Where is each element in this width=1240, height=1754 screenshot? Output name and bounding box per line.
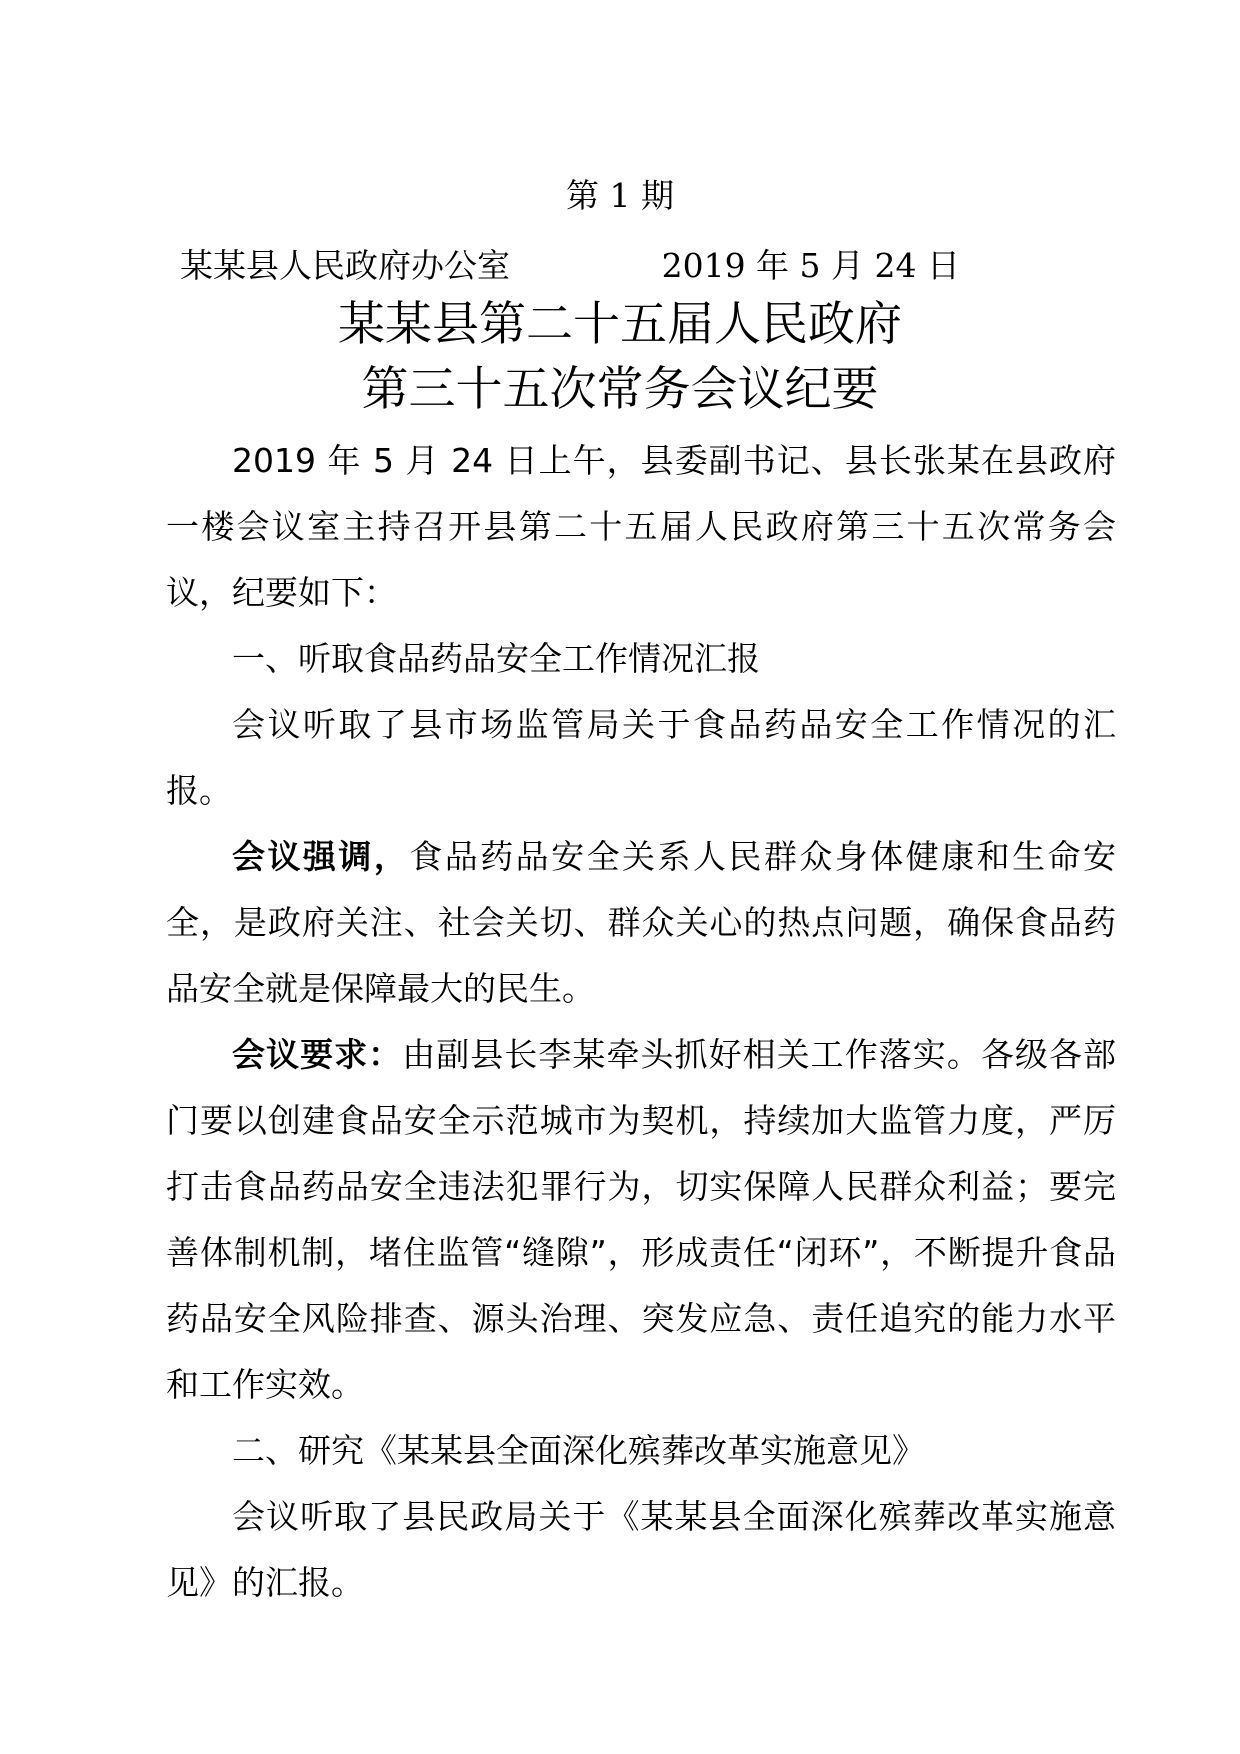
document-title-line1: 某某县第二十五届人民政府 xyxy=(338,297,902,352)
section1-emphasis xyxy=(166,824,1116,1022)
intro-paragraph: 2019 年 5 月 24 日上午，县委副书记、县长张某在县政府一楼会议室主持召开县第二十五届人民政府第三十五次常务会议，纪要如下： xyxy=(166,441,1116,612)
section2-report: 会议听取了县民政局关于《某某县全面深化殡葬改革实施意见》的汇报。 xyxy=(166,1497,1116,1602)
emphasis-lead: 会议强调， xyxy=(232,837,410,876)
issue-date: 2019 年 5 月 24 日 xyxy=(661,246,960,285)
section1-requirement xyxy=(166,1022,1116,1418)
section1-heading: 一、听取食品药品安全工作情况汇报 xyxy=(232,639,760,678)
requirement-lead: 会议要求： xyxy=(232,1035,403,1074)
document-title-line2: 第三十五次常务会议纪要 xyxy=(361,362,879,417)
document-meta xyxy=(180,240,960,287)
document-body xyxy=(166,428,1116,1616)
section2-heading: 二、研究《某某县全面深化殡葬改革实施意见》 xyxy=(232,1431,925,1470)
emphasis-text: 食品药品安全关系人民群众身体健康和生命安全，是政府关注、社会关切、群众关心的热点问题，确保食品药品安全就是保障最大的民生。 xyxy=(166,837,1117,1008)
requirement-text: 由副县长李某牵头抓好相关工作落实。各级各部门要以创建食品安全示范城市为契机，持续加大监管力度，严厉打击食品药品安全违法犯罪行为，切实保障人民群众利益；要完善体制机制，堵住监管“缝隙”，形成责任“闭环”，不断提升食品药品安全风险排查、源头治理、突发应急、责任追究的能力水平和工作实效。 xyxy=(166,1035,1117,1404)
issuer: 某某县人民政府办公室 xyxy=(180,246,510,285)
issue-number: 第 1 期 xyxy=(566,176,674,215)
section1-report: 会议听取了县市场监管局关于食品药品安全工作情况的汇报。 xyxy=(166,705,1116,810)
